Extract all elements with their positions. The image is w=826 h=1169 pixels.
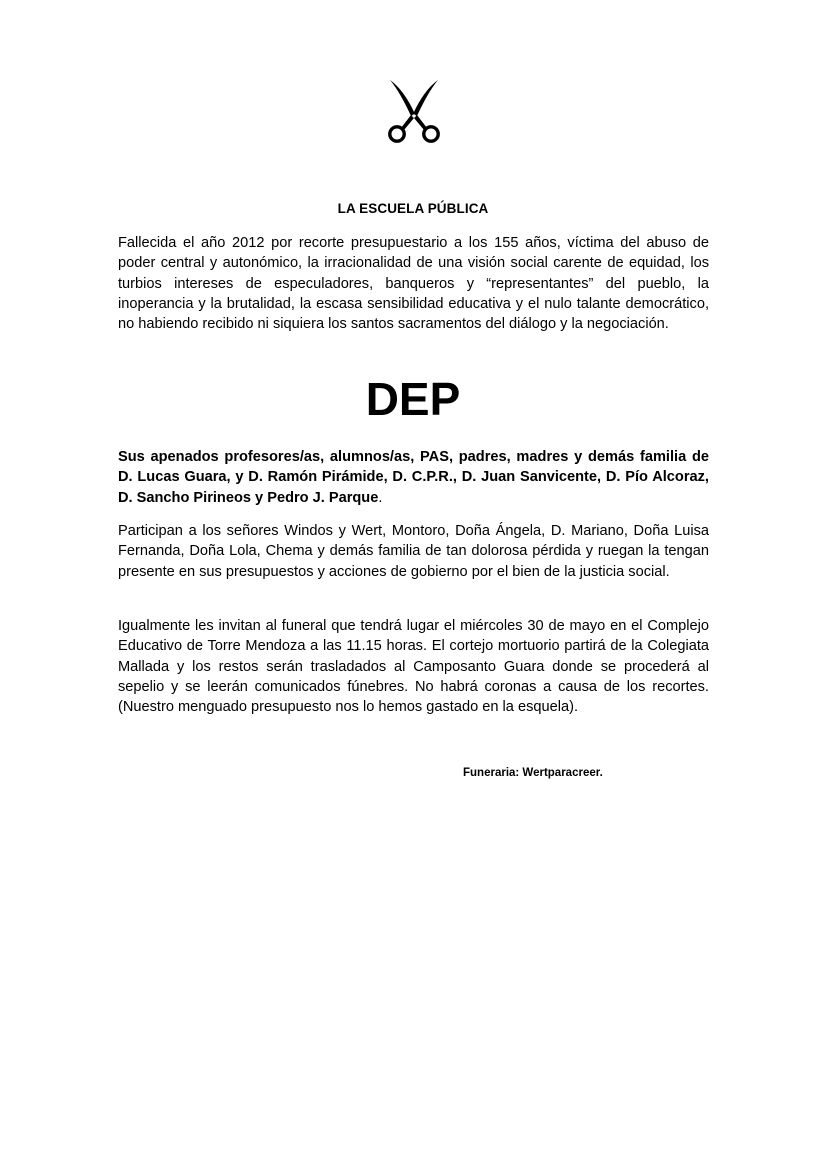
signature: Funeraria: Wertparacreer. — [463, 767, 603, 779]
funeral-paragraph: Igualmente les invitan al funeral que tendrá lugar el miércoles 30 de mayo en el Complejo Educativo de Torre Mendoza a las 11.15 horas. El cortejo mortuorio partirá de la Colegiata Mallada y los restos serán trasladados al Camposanto Guara donde se procederá al sepelio y se leerán comunicados fúnebres. No habrá coronas a causa de los recortes. (Nuestro menguado presupuesto nos lo hemos gastado en la esquela). — [118, 618, 709, 716]
scissors-icon — [384, 78, 444, 144]
dep-heading: DEP — [365, 373, 461, 425]
page-title: LA ESCUELA PÚBLICA — [337, 201, 489, 216]
announcement-paragraph: Participan a los señores Windos y Wert, Montoro, Doña Ángela, D. Mariano, Doña Luisa Fernanda, Doña Lola, Chema y demás familia de tan dolorosa pérdida y ruegan la tengan presente en sus presupuestos y acciones de gobierno por el bien de la justicia social. — [118, 523, 709, 580]
mourners-text: Sus apenados profesores/as, alumnos/as, PAS, padres, madres y demás familia de D. Lucas Guara, y D. Ramón Pirámide, D. C.P.R., D. Juan Sanvicente, D. Pío Alcoraz, D. Sancho Pirineos y Pedro J. Parque — [118, 449, 709, 506]
mourners-period: . — [378, 489, 383, 506]
mourners-paragraph — [118, 447, 709, 508]
obituary-paragraph: Fallecida el año 2012 por recorte presupuestario a los 155 años, víctima del abuso de poder central y autonómico, la irracionalidad de una visión social carente de equidad, los turbios intereses de especuladores, banqueros y “representantes” del pueblo, la inoperancia y la brutalidad, la escasa sensibilidad educativa y el nulo talante democrático, no habiendo recibido ni siquiera los santos sacramentos del diálogo y la negociación. — [118, 235, 709, 333]
